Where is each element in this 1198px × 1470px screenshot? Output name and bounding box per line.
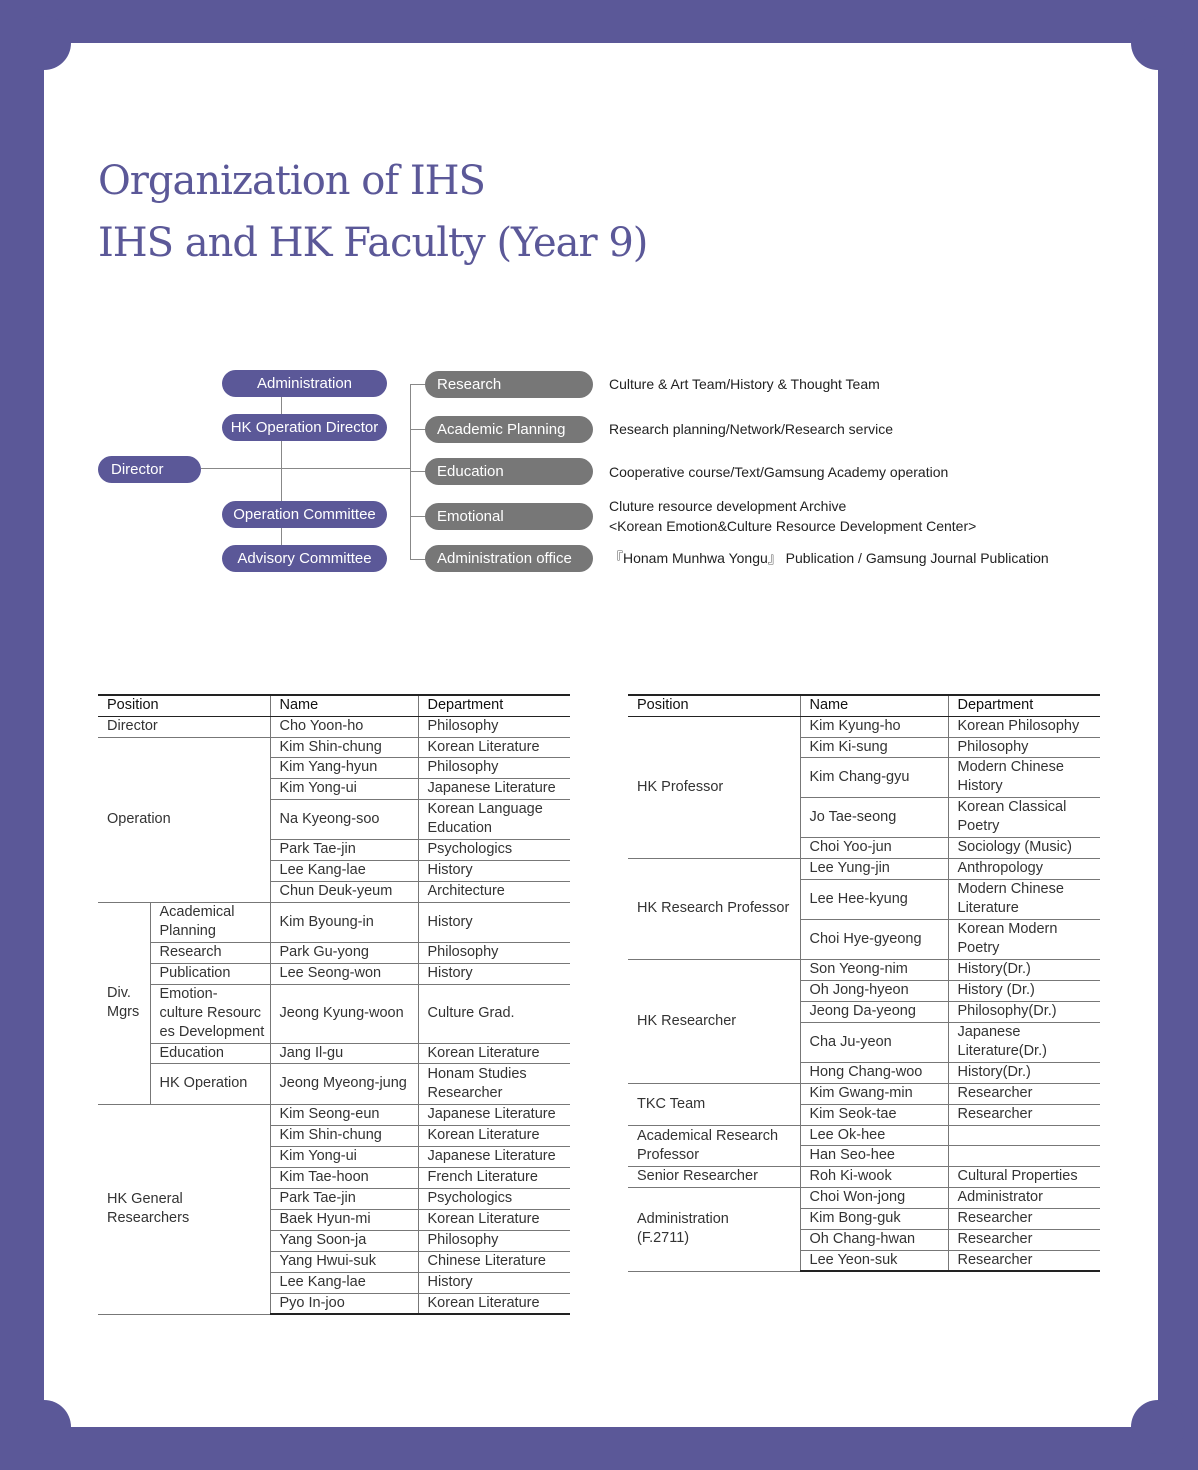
name-cell: Na Kyeong-soo xyxy=(270,799,418,839)
table-row xyxy=(628,1166,1100,1187)
dept-cell: History xyxy=(418,1272,570,1293)
name-cell: Cho Yoon-ho xyxy=(270,716,418,737)
dept-cell: Philosophy xyxy=(418,757,570,778)
name-cell: Jeong Kyung-woon xyxy=(270,984,418,1043)
name-cell: Jang Il-gu xyxy=(270,1043,418,1063)
name-cell: Oh Chang-hwan xyxy=(800,1229,948,1250)
table-row xyxy=(628,858,1100,879)
name-cell: Kim Bong-guk xyxy=(800,1208,948,1229)
dept-cell: Researcher xyxy=(948,1083,1100,1104)
dept-cell xyxy=(948,1145,1100,1166)
header-department: Department xyxy=(948,695,1100,716)
connector xyxy=(410,429,426,430)
table-row xyxy=(98,942,570,963)
name-cell: Han Seo-hee xyxy=(800,1145,948,1166)
dept-cell: Architecture xyxy=(418,881,570,902)
name-cell: Choi Yoo-jun xyxy=(800,837,948,858)
name-cell: Chun Deuk-yeum xyxy=(270,881,418,902)
dept-cell: Korean Philosophy xyxy=(948,716,1100,737)
header-department: Department xyxy=(418,695,570,716)
position-cell: HK Researcher xyxy=(628,959,800,1083)
org-desc-emotional-1: Cluture resource development Archive xyxy=(609,498,847,514)
page-subtitle: IHS and HK Faculty (Year 9) xyxy=(98,220,648,266)
name-cell: Choi Hye-gyeong xyxy=(800,919,948,959)
name-cell: Jeong Myeong-jung xyxy=(270,1063,418,1104)
table-row xyxy=(628,716,1100,737)
sub-position-cell: Emotion- culture Resourc es Development xyxy=(150,984,270,1043)
org-desc-education: Cooperative course/Text/Gamsung Academy operation xyxy=(609,464,949,480)
org-emotional: Emotional xyxy=(425,503,593,530)
table-row xyxy=(628,1125,1100,1145)
name-cell: Cha Ju-yeon xyxy=(800,1022,948,1062)
dept-cell: Korean Literature xyxy=(418,737,570,757)
name-cell: Kim Kyung-ho xyxy=(800,716,948,737)
table-header-row xyxy=(628,695,1100,716)
org-advisory-committee: Advisory Committee xyxy=(222,545,387,572)
org-operation-committee: Operation Committee xyxy=(222,501,387,528)
name-cell: Lee Hee-kyung xyxy=(800,879,948,919)
name-cell: Park Tae-jin xyxy=(270,1188,418,1209)
name-cell: Lee Ok-hee xyxy=(800,1125,948,1145)
name-cell: Lee Kang-lae xyxy=(270,1272,418,1293)
dept-cell: Psychologics xyxy=(418,1188,570,1209)
dept-cell: Japanese Literature xyxy=(418,1104,570,1125)
dept-cell: Anthropology xyxy=(948,858,1100,879)
dept-cell: Philosophy xyxy=(418,1230,570,1251)
sub-position-cell: Research xyxy=(150,942,270,963)
table-row xyxy=(628,1083,1100,1104)
name-cell: Kim Shin-chung xyxy=(270,737,418,757)
name-cell: Oh Jong-hyeon xyxy=(800,980,948,1001)
dept-cell: History xyxy=(418,963,570,984)
table-row xyxy=(98,737,570,757)
table-row xyxy=(98,984,570,1043)
org-research: Research xyxy=(425,371,593,398)
dept-cell: Psychologics xyxy=(418,839,570,860)
faculty-table-left xyxy=(98,694,570,1315)
table-row xyxy=(628,1187,1100,1208)
corner-notch-tr xyxy=(1131,16,1185,70)
org-education: Education xyxy=(425,458,593,485)
dept-cell: History(Dr.) xyxy=(948,959,1100,980)
dept-cell: Japanese Literature(Dr.) xyxy=(948,1022,1100,1062)
position-cell: Academical Research Professor xyxy=(628,1125,800,1166)
dept-cell: Korean Literature xyxy=(418,1125,570,1146)
faculty-table-right xyxy=(628,694,1100,1272)
position-cell: TKC Team xyxy=(628,1083,800,1125)
corner-notch-tl xyxy=(17,16,71,70)
dept-cell: History xyxy=(418,860,570,881)
table-row xyxy=(98,902,570,942)
name-cell: Yang Hwui-suk xyxy=(270,1251,418,1272)
table-row xyxy=(98,1104,570,1125)
header-name: Name xyxy=(800,695,948,716)
dept-cell: Japanese Literature xyxy=(418,778,570,799)
name-cell: Kim Ki-sung xyxy=(800,737,948,757)
dept-cell: Korean Literature xyxy=(418,1293,570,1314)
name-cell: Kim Tae-hoon xyxy=(270,1167,418,1188)
dept-cell: Researcher xyxy=(948,1104,1100,1125)
org-desc-academic-planning: Research planning/Network/Research service xyxy=(609,421,894,437)
name-cell: Kim Shin-chung xyxy=(270,1125,418,1146)
table-header-row xyxy=(98,695,570,716)
dept-cell: Modern Chinese History xyxy=(948,757,1100,797)
position-cell: HK General Researchers xyxy=(98,1104,270,1314)
connector xyxy=(410,516,426,517)
dept-cell xyxy=(948,1125,1100,1145)
connector xyxy=(410,384,426,385)
position-cell: Operation xyxy=(98,737,270,902)
dept-cell: History(Dr.) xyxy=(948,1062,1100,1083)
connector xyxy=(410,559,426,560)
org-administration: Administration xyxy=(222,370,387,397)
dept-cell: Philosophy xyxy=(418,942,570,963)
name-cell: Jeong Da-yeong xyxy=(800,1001,948,1022)
dept-cell: Philosophy xyxy=(948,737,1100,757)
name-cell: Park Gu-yong xyxy=(270,942,418,963)
name-cell: Kim Seong-eun xyxy=(270,1104,418,1125)
table-row xyxy=(628,959,1100,980)
position-cell: Administration (F.2711) xyxy=(628,1187,800,1271)
dept-cell: Cultural Properties xyxy=(948,1166,1100,1187)
corner-notch-br xyxy=(1131,1400,1185,1454)
dept-cell: Philosophy xyxy=(418,716,570,737)
org-director: Director xyxy=(98,456,201,483)
header-name: Name xyxy=(270,695,418,716)
sub-position-cell: Publication xyxy=(150,963,270,984)
name-cell: Lee Yeon-suk xyxy=(800,1250,948,1271)
header-position: Position xyxy=(98,695,270,716)
dept-cell: Administrator xyxy=(948,1187,1100,1208)
name-cell: Roh Ki-wook xyxy=(800,1166,948,1187)
dept-cell: French Literature xyxy=(418,1167,570,1188)
position-cell: Div. Mgrs xyxy=(98,902,150,1104)
dept-cell: Culture Grad. xyxy=(418,984,570,1043)
dept-cell: Modern Chinese Literature xyxy=(948,879,1100,919)
dept-cell: Sociology (Music) xyxy=(948,837,1100,858)
name-cell: Kim Gwang-min xyxy=(800,1083,948,1104)
name-cell: Kim Yong-ui xyxy=(270,778,418,799)
name-cell: Kim Seok-tae xyxy=(800,1104,948,1125)
dept-cell: Researcher xyxy=(948,1229,1100,1250)
name-cell: Kim Byoung-in xyxy=(270,902,418,942)
position-cell: Senior Researcher xyxy=(628,1166,800,1187)
corner-notch-bl xyxy=(17,1400,71,1454)
position-cell: HK Professor xyxy=(628,716,800,858)
dept-cell: History xyxy=(418,902,570,942)
dept-cell: Korean Classical Poetry xyxy=(948,797,1100,837)
dept-cell: Researcher xyxy=(948,1250,1100,1271)
name-cell: Lee Seong-won xyxy=(270,963,418,984)
name-cell: Pyo In-joo xyxy=(270,1293,418,1314)
name-cell: Son Yeong-nim xyxy=(800,959,948,980)
page-title: Organization of IHS xyxy=(98,158,485,204)
name-cell: Choi Won-jong xyxy=(800,1187,948,1208)
org-desc-research: Culture & Art Team/History & Thought Team xyxy=(609,376,880,392)
org-hk-operation-director: HK Operation Director xyxy=(222,414,387,441)
org-academic-planning: Academic Planning xyxy=(425,416,593,443)
dept-cell: Honam Studies Researcher xyxy=(418,1063,570,1104)
org-administration-office: Administration office xyxy=(425,545,593,572)
dept-cell: Korean Modern Poetry xyxy=(948,919,1100,959)
dept-cell: Chinese Literature xyxy=(418,1251,570,1272)
dept-cell: Researcher xyxy=(948,1208,1100,1229)
dept-cell: Philosophy(Dr.) xyxy=(948,1001,1100,1022)
table-row xyxy=(98,1043,570,1063)
dept-cell: Korean Literature xyxy=(418,1209,570,1230)
dept-cell: Korean Literature xyxy=(418,1043,570,1063)
dept-cell: History (Dr.) xyxy=(948,980,1100,1001)
position-cell: Director xyxy=(98,716,270,737)
sub-position-cell: Academical Planning xyxy=(150,902,270,942)
name-cell: Hong Chang-woo xyxy=(800,1062,948,1083)
table-row xyxy=(98,963,570,984)
table-row xyxy=(98,1063,570,1104)
org-desc-administration-office: 『Honam Munhwa Yongu』 Publication / Gamsung Journal Publication xyxy=(609,550,1049,566)
name-cell: Yang Soon-ja xyxy=(270,1230,418,1251)
name-cell: Jo Tae-seong xyxy=(800,797,948,837)
sub-position-cell: Education xyxy=(150,1043,270,1063)
name-cell: Park Tae-jin xyxy=(270,839,418,860)
table-row xyxy=(98,716,570,737)
dept-cell: Korean Language Education xyxy=(418,799,570,839)
name-cell: Kim Yang-hyun xyxy=(270,757,418,778)
connector xyxy=(201,468,410,469)
name-cell: Baek Hyun-mi xyxy=(270,1209,418,1230)
name-cell: Kim Yong-ui xyxy=(270,1146,418,1167)
name-cell: Lee Yung-jin xyxy=(800,858,948,879)
name-cell: Lee Kang-lae xyxy=(270,860,418,881)
dept-cell: Japanese Literature xyxy=(418,1146,570,1167)
connector xyxy=(410,471,426,472)
name-cell: Kim Chang-gyu xyxy=(800,757,948,797)
org-desc-emotional-2: <Korean Emotion&Culture Resource Development Center> xyxy=(609,518,977,534)
header-position: Position xyxy=(628,695,800,716)
sub-position-cell: HK Operation xyxy=(150,1063,270,1104)
position-cell: HK Research Professor xyxy=(628,858,800,959)
